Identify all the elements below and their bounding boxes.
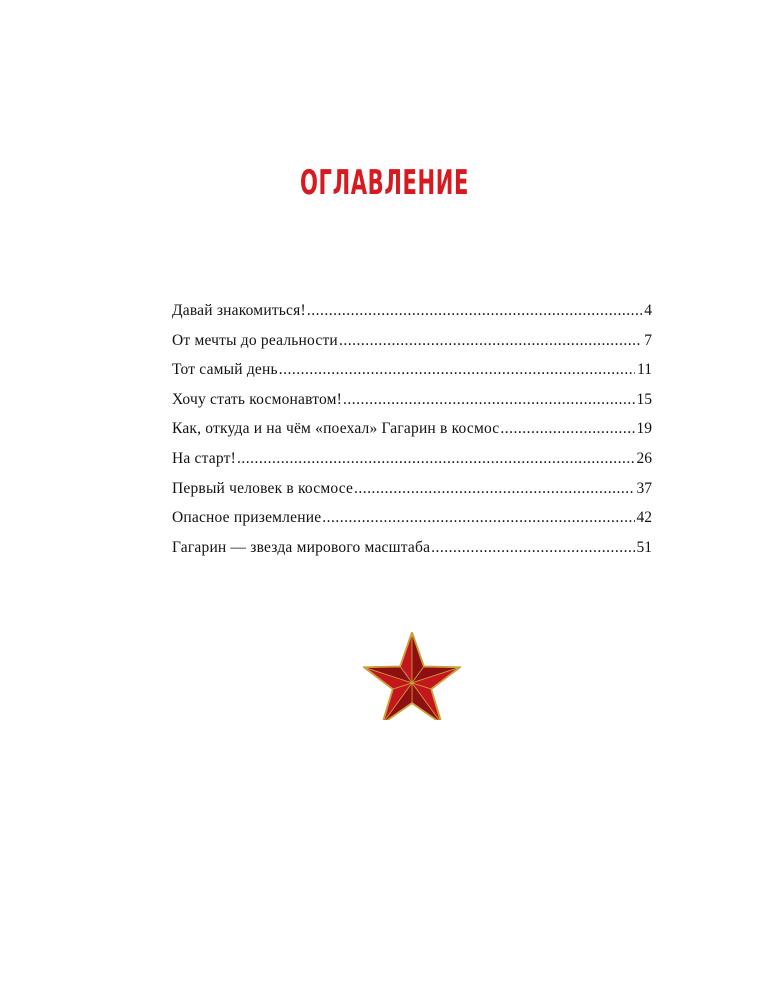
- toc-entry-page: 37: [636, 479, 652, 497]
- toc-leader-dots: [307, 302, 642, 320]
- toc-leader-dots: [431, 539, 634, 557]
- toc-entry[interactable]: [172, 391, 652, 421]
- toc-entry-label: Опасное приземление: [172, 509, 322, 527]
- toc-entry-page: 4: [644, 302, 652, 319]
- toc-entry-label: Хочу стать космонавтом!: [172, 390, 343, 408]
- toc-leader-dots: [343, 391, 634, 409]
- toc-leader-dots: [500, 420, 634, 438]
- toc-entry[interactable]: [172, 332, 652, 362]
- red-star-icon: [363, 632, 461, 720]
- toc-entry-page: 51: [636, 538, 652, 556]
- toc-entry-page: 26: [636, 449, 652, 467]
- toc-entry-page: 19: [636, 420, 652, 438]
- toc-leader-dots: [279, 361, 635, 379]
- toc-entry-page: 42: [636, 509, 652, 527]
- toc-entry-label: Первый человек в космосе: [172, 479, 354, 497]
- toc-entry-page: 15: [636, 390, 652, 408]
- toc-leader-dots: [339, 332, 642, 350]
- table-of-contents: [172, 302, 652, 568]
- toc-entry-label: От мечты до реальности: [172, 331, 338, 349]
- toc-entry-label: Давай знакомиться!: [172, 302, 306, 319]
- toc-leader-dots: [237, 450, 635, 468]
- toc-leader-dots: [322, 509, 634, 527]
- toc-entry[interactable]: [172, 361, 652, 391]
- toc-entry-label: Тот самый день: [172, 361, 278, 379]
- toc-entry[interactable]: [172, 509, 652, 539]
- toc-entry-page: 11: [637, 361, 652, 379]
- toc-entry-page: 7: [644, 331, 652, 349]
- toc-entry-label: Гагарин — звезда мирового масштаба: [172, 538, 431, 556]
- toc-entry[interactable]: [172, 450, 652, 480]
- toc-entry-label: На старт!: [172, 449, 236, 467]
- toc-entry[interactable]: [172, 420, 652, 450]
- toc-entry[interactable]: [172, 302, 652, 332]
- toc-entry[interactable]: [172, 480, 652, 510]
- toc-entry-label: Как, откуда и на чём «поехал» Гагарин в космос: [172, 420, 500, 438]
- toc-entry[interactable]: [172, 539, 652, 569]
- toc-leader-dots: [354, 480, 634, 498]
- page-title: ОГЛАВЛЕНИЕ: [299, 163, 470, 203]
